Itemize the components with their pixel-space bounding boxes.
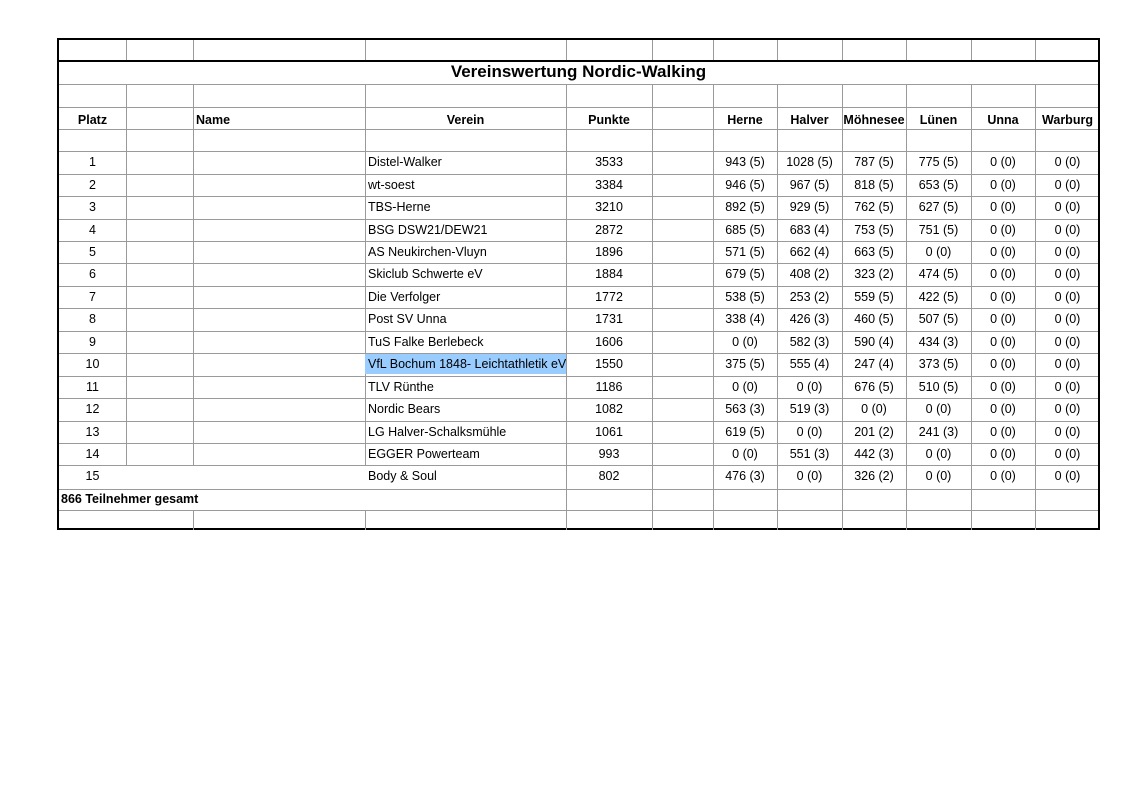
cell-herne[interactable]: 0 (0) (732, 447, 758, 461)
cell-platz[interactable]: 5 (89, 245, 96, 259)
spreadsheet-sheet (57, 38, 1100, 530)
grid-vline (193, 84, 194, 466)
cell-herne[interactable]: 0 (0) (732, 335, 758, 349)
cell-luenen[interactable]: 373 (5) (918, 357, 959, 371)
cell-warburg[interactable]: 0 (0) (1054, 178, 1081, 192)
participants-total: 866 Teilnehmer gesamt (61, 492, 199, 506)
cell-luenen[interactable]: 510 (5) (918, 380, 959, 394)
cell-moehnesee[interactable]: 442 (3) (854, 447, 894, 461)
cell-halver[interactable]: 426 (3) (789, 312, 830, 326)
cell-punkte[interactable]: 1772 (595, 290, 623, 304)
grid-vline (713, 40, 714, 60)
cell-warburg[interactable]: 0 (0) (1054, 267, 1081, 281)
cell-halver[interactable]: 0 (0) (796, 380, 823, 394)
header-herne: Herne (727, 113, 763, 127)
cell-platz[interactable]: 15 (85, 469, 100, 483)
cell-punkte[interactable]: 802 (598, 469, 620, 483)
cell-platz[interactable]: 1 (89, 155, 96, 169)
cell-verein[interactable]: Nordic Bears (368, 402, 441, 416)
cell-verein[interactable]: Distel-Walker (368, 155, 442, 169)
cell-moehnesee[interactable]: 201 (2) (854, 425, 894, 439)
cell-warburg[interactable]: 0 (0) (1054, 223, 1081, 237)
grid-vline (365, 40, 366, 60)
cell-punkte[interactable]: 1061 (595, 425, 623, 439)
cell-warburg[interactable]: 0 (0) (1054, 469, 1081, 483)
cell-halver[interactable]: 0 (0) (796, 425, 823, 439)
cell-luenen[interactable]: 507 (5) (918, 312, 959, 326)
cell-punkte[interactable]: 1082 (595, 402, 623, 416)
cell-herne[interactable]: 0 (0) (732, 380, 758, 394)
header-halver: Halver (790, 113, 829, 127)
cell-luenen[interactable]: 241 (3) (918, 425, 959, 439)
cell-moehnesee[interactable]: 247 (4) (854, 357, 894, 371)
cell-herne[interactable]: 375 (5) (725, 357, 765, 371)
cell-platz[interactable]: 2 (89, 178, 96, 192)
cell-verein[interactable]: LG Halver-Schalksmühle (368, 425, 507, 439)
cell-warburg[interactable]: 0 (0) (1054, 290, 1081, 304)
grid-vline (652, 40, 653, 60)
cell-platz[interactable]: 10 (85, 357, 100, 371)
cell-unna[interactable]: 0 (0) (990, 447, 1016, 461)
cell-warburg[interactable]: 0 (0) (1054, 200, 1081, 214)
cell-verein[interactable]: TBS-Herne (368, 200, 431, 214)
cell-luenen[interactable]: 627 (5) (918, 200, 959, 214)
cell-punkte[interactable]: 3210 (595, 200, 623, 214)
header-name: Name (196, 113, 231, 127)
cell-verein[interactable]: Skiclub Schwerte eV (368, 267, 483, 281)
cell-luenen[interactable]: 0 (0) (925, 469, 952, 483)
cell-unna[interactable]: 0 (0) (990, 469, 1016, 483)
header-punkte: Punkte (588, 113, 630, 127)
cell-punkte[interactable]: 3533 (595, 155, 623, 169)
cell-luenen[interactable]: 0 (0) (925, 245, 952, 259)
cell-warburg[interactable]: 0 (0) (1054, 335, 1081, 349)
cell-punkte[interactable]: 1186 (595, 380, 623, 394)
grid-vline (777, 40, 778, 60)
cell-luenen[interactable]: 434 (3) (918, 335, 959, 349)
cell-unna[interactable]: 0 (0) (990, 245, 1016, 259)
cell-herne[interactable]: 538 (5) (725, 290, 765, 304)
cell-moehnesee[interactable]: 762 (5) (854, 200, 894, 214)
cell-moehnesee[interactable]: 676 (5) (854, 380, 894, 394)
cell-luenen[interactable]: 0 (0) (925, 447, 952, 461)
cell-unna[interactable]: 0 (0) (990, 178, 1016, 192)
header-platz: Platz (77, 113, 108, 127)
cell-unna[interactable]: 0 (0) (990, 402, 1016, 416)
cell-halver[interactable]: 582 (3) (789, 335, 830, 349)
cell-unna[interactable]: 0 (0) (990, 312, 1016, 326)
cell-luenen[interactable]: 0 (0) (925, 402, 952, 416)
cell-herne[interactable]: 943 (5) (725, 155, 765, 169)
grid-hline (59, 84, 1098, 85)
cell-punkte[interactable]: 1896 (595, 245, 623, 259)
cell-halver[interactable]: 519 (3) (789, 402, 830, 416)
grid-vline (566, 40, 567, 60)
grid-vline (842, 40, 843, 60)
cell-halver[interactable]: 683 (4) (789, 223, 830, 237)
cell-platz[interactable]: 14 (85, 447, 100, 461)
cell-halver[interactable]: 253 (2) (789, 290, 830, 304)
grid-vline (906, 40, 907, 60)
cell-platz[interactable]: 8 (89, 312, 96, 326)
cell-warburg[interactable]: 0 (0) (1054, 357, 1081, 371)
cell-halver[interactable]: 551 (3) (789, 447, 830, 461)
cell-moehnesee[interactable]: 326 (2) (854, 469, 894, 483)
cell-unna[interactable]: 0 (0) (990, 290, 1016, 304)
cell-verein[interactable]: EGGER Powerteam (368, 447, 480, 461)
cell-herne[interactable]: 563 (3) (725, 402, 765, 416)
cell-halver[interactable]: 0 (0) (796, 469, 823, 483)
cell-unna[interactable]: 0 (0) (990, 200, 1016, 214)
cell-warburg[interactable]: 0 (0) (1054, 380, 1081, 394)
cell-halver[interactable]: 555 (4) (789, 357, 830, 371)
cell-verein[interactable]: Post SV Unna (368, 312, 447, 326)
cell-verein[interactable]: TLV Rünthe (368, 380, 434, 394)
header-luenen: Lünen (919, 113, 958, 127)
cell-punkte[interactable]: 1550 (595, 357, 623, 371)
cell-luenen[interactable]: 422 (5) (918, 290, 959, 304)
cell-platz[interactable]: 11 (86, 380, 99, 394)
grid-hline (59, 510, 1098, 511)
cell-moehnesee[interactable]: 818 (5) (854, 178, 894, 192)
header-verein: Verein (446, 113, 485, 127)
cell-platz[interactable]: 6 (89, 267, 96, 281)
cell-verein[interactable]: VfL Bochum 1848- Leichtathletik eV (365, 354, 566, 374)
cell-moehnesee[interactable]: 559 (5) (854, 290, 894, 304)
grid-vline (126, 84, 127, 466)
cell-verein[interactable]: wt-soest (368, 178, 415, 192)
cell-moehnesee[interactable]: 787 (5) (854, 155, 894, 169)
cell-unna[interactable]: 0 (0) (990, 155, 1016, 169)
grid-vline (126, 40, 127, 60)
cell-warburg[interactable]: 0 (0) (1054, 245, 1081, 259)
cell-punkte[interactable]: 2872 (595, 223, 623, 237)
grid-hline (59, 129, 1098, 130)
grid-vline (193, 40, 194, 60)
cell-platz[interactable]: 13 (85, 425, 100, 439)
header-warburg: Warburg (1042, 113, 1093, 127)
cell-luenen[interactable]: 653 (5) (918, 178, 959, 192)
cell-verein[interactable]: Body & Soul (368, 469, 437, 483)
cell-luenen[interactable]: 751 (5) (918, 223, 959, 237)
grid-vline (1035, 40, 1036, 60)
cell-verein[interactable]: TuS Falke Berlebeck (368, 335, 484, 349)
cell-herne[interactable]: 892 (5) (725, 200, 765, 214)
cell-moehnesee[interactable]: 460 (5) (854, 312, 894, 326)
cell-herne[interactable]: 571 (5) (725, 245, 765, 259)
cell-warburg[interactable]: 0 (0) (1054, 447, 1081, 461)
cell-unna[interactable]: 0 (0) (990, 267, 1016, 281)
cell-warburg[interactable]: 0 (0) (1054, 155, 1081, 169)
cell-verein[interactable]: Die Verfolger (368, 290, 441, 304)
grid-vline (971, 40, 972, 60)
cell-herne[interactable]: 619 (5) (725, 425, 765, 439)
cell-halver[interactable]: 662 (4) (789, 245, 830, 259)
cell-luenen[interactable]: 474 (5) (918, 267, 959, 281)
cell-herne[interactable]: 679 (5) (725, 267, 765, 281)
cell-moehnesee[interactable]: 753 (5) (854, 223, 894, 237)
cell-warburg[interactable]: 0 (0) (1054, 425, 1081, 439)
cell-warburg[interactable]: 0 (0) (1054, 312, 1081, 326)
cell-halver[interactable]: 967 (5) (789, 178, 830, 192)
cell-warburg[interactable]: 0 (0) (1054, 402, 1081, 416)
grid-vline (365, 510, 366, 530)
cell-halver[interactable]: 1028 (5) (786, 155, 833, 169)
cell-herne[interactable]: 476 (3) (725, 469, 765, 483)
cell-unna[interactable]: 0 (0) (990, 357, 1016, 371)
cell-herne[interactable]: 685 (5) (725, 223, 765, 237)
cell-halver[interactable]: 408 (2) (789, 267, 830, 281)
cell-platz[interactable]: 9 (89, 335, 96, 349)
cell-herne[interactable]: 946 (5) (725, 178, 765, 192)
cell-unna[interactable]: 0 (0) (990, 380, 1016, 394)
cell-platz[interactable]: 7 (89, 290, 96, 304)
cell-punkte[interactable]: 1606 (595, 335, 623, 349)
cell-halver[interactable]: 929 (5) (789, 200, 830, 214)
cell-verein[interactable]: BSG DSW21/DEW21 (368, 223, 488, 237)
header-moehnesee: Möhnesee (843, 113, 905, 127)
cell-punkte[interactable]: 1884 (595, 267, 623, 281)
cell-punkte[interactable]: 3384 (595, 178, 623, 192)
cell-moehnesee[interactable]: 0 (0) (861, 402, 887, 416)
cell-moehnesee[interactable]: 323 (2) (854, 267, 894, 281)
cell-platz[interactable]: 3 (89, 200, 96, 214)
cell-unna[interactable]: 0 (0) (990, 223, 1016, 237)
header-unna: Unna (987, 113, 1019, 127)
grid-hline (59, 489, 1098, 490)
grid-vline (193, 510, 194, 530)
grid-hline (59, 107, 1098, 108)
cell-verein[interactable]: AS Neukirchen-Vluyn (368, 245, 487, 259)
cell-moehnesee[interactable]: 590 (4) (854, 335, 894, 349)
sheet-title: Vereinswertung Nordic-Walking (450, 62, 707, 81)
cell-platz[interactable]: 4 (89, 223, 96, 237)
cell-herne[interactable]: 338 (4) (725, 312, 765, 326)
cell-platz[interactable]: 12 (85, 402, 100, 416)
cell-unna[interactable]: 0 (0) (990, 425, 1016, 439)
cell-unna[interactable]: 0 (0) (990, 335, 1016, 349)
cell-punkte[interactable]: 1731 (595, 312, 623, 326)
cell-luenen[interactable]: 775 (5) (918, 155, 959, 169)
cell-moehnesee[interactable]: 663 (5) (854, 245, 894, 259)
cell-punkte[interactable]: 993 (598, 447, 620, 461)
